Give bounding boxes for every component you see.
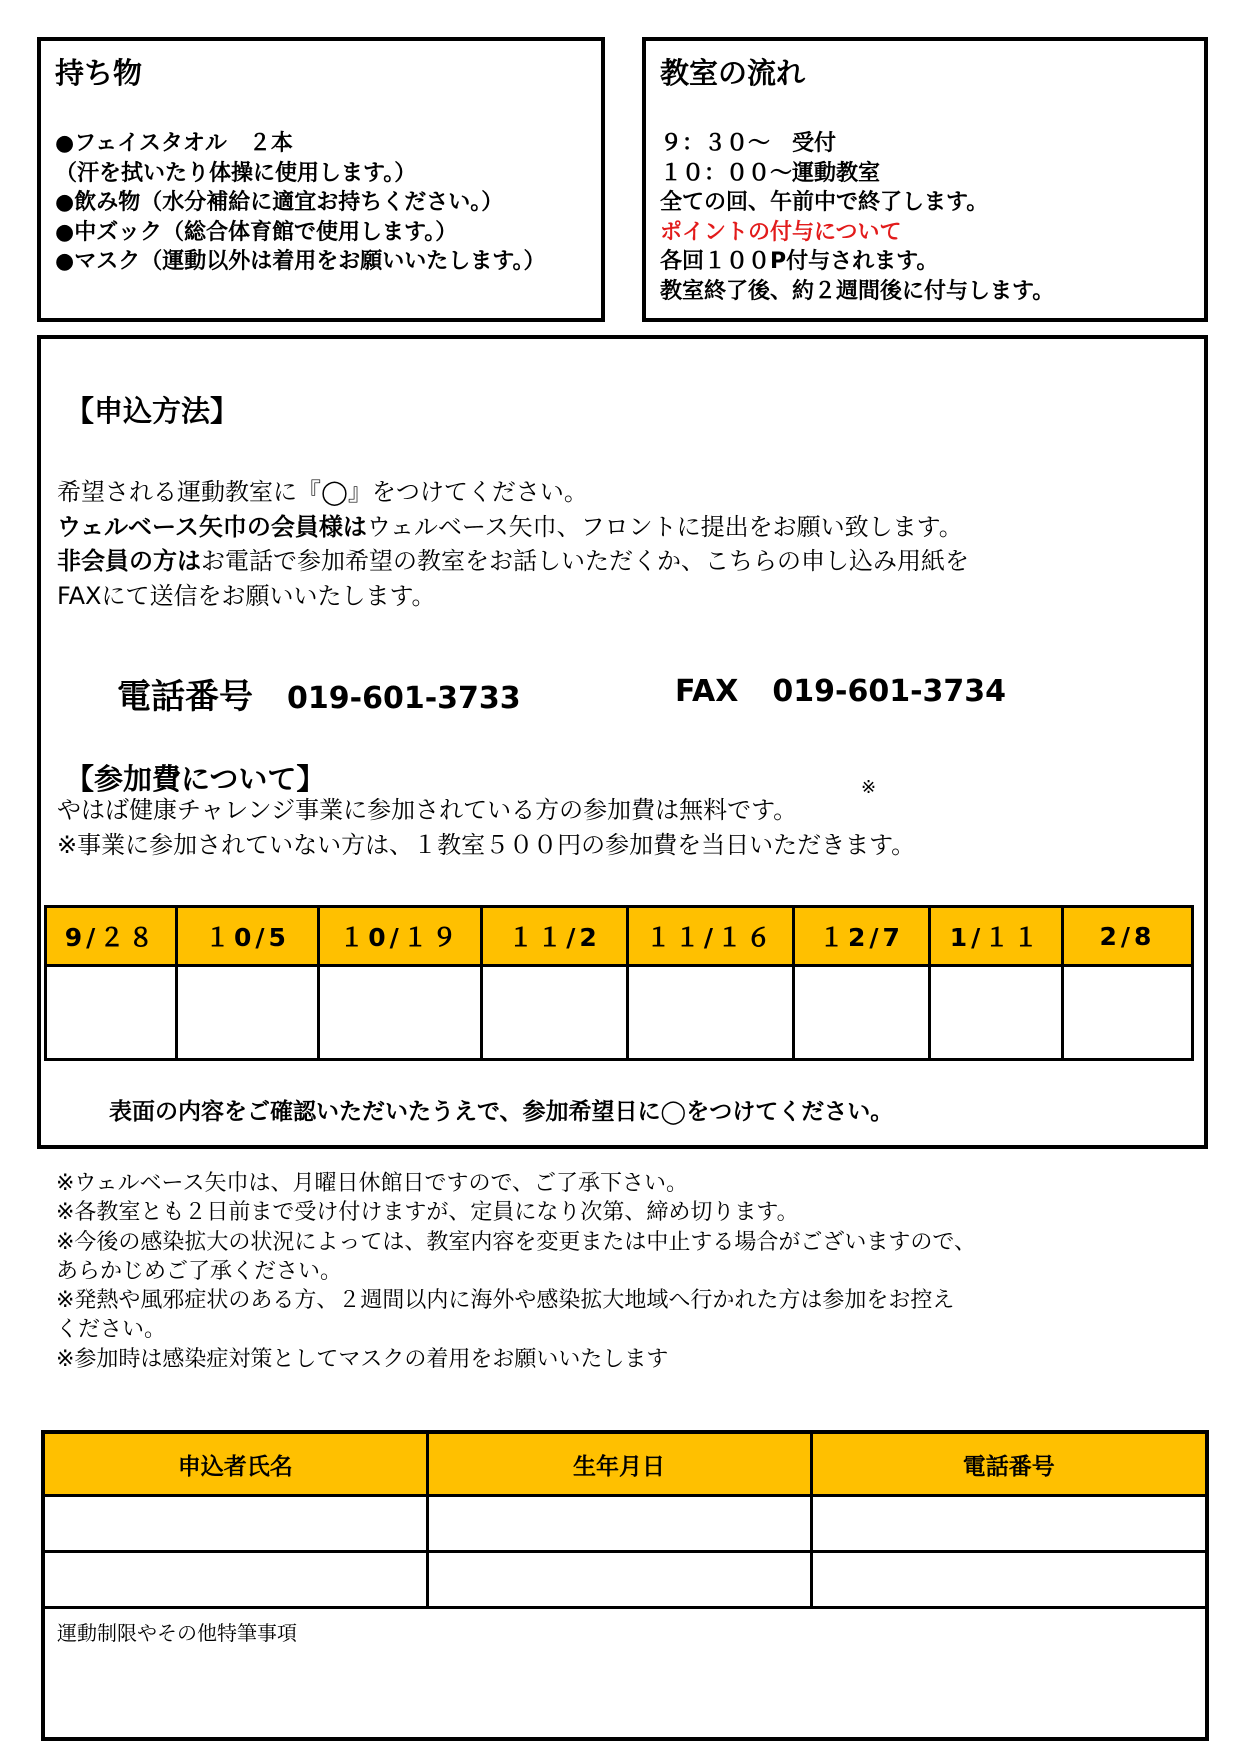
- instruction-line: FAXにて送信をお願いいたします。: [57, 581, 436, 610]
- fee-line: ※事業に参加されていない方は、１教室５００円の参加費を当日いただきます。: [57, 830, 916, 859]
- note-line: ※今後の感染拡大の状況によっては、教室内容を変更または中止する場合がございますので、: [56, 1229, 976, 1255]
- fee-lines: [57, 793, 915, 862]
- nonmember-rest: お電話で参加希望の教室をお話しいただくか、こちらの申し込み用紙を: [201, 547, 969, 575]
- confirm-note: 表面の内容をご確認いただいたうえで、参加希望日に◯をつけてください。: [109, 1099, 894, 1125]
- class-flow-title: 教室の流れ: [660, 56, 806, 90]
- note-line: ※各教室とも２日前まで受け付けますが、定員になり次第、締め切ります。: [56, 1200, 799, 1226]
- fee-mark: ※: [861, 777, 877, 798]
- birth-date-header: 生年月日: [427, 1432, 811, 1496]
- application-form-table: [41, 1430, 1209, 1741]
- remarks-row: [43, 1608, 1207, 1740]
- date-mark-cell[interactable]: [177, 966, 319, 1060]
- birth-date-field[interactable]: [427, 1552, 811, 1608]
- class-flow-box: [642, 37, 1208, 322]
- phone-number-field[interactable]: [811, 1496, 1207, 1552]
- note-line: ※ウェルベース矢巾は、月曜日休館日ですので、ご了承下さい。: [56, 1171, 689, 1196]
- application-instructions: [57, 475, 969, 613]
- date-mark-row: [46, 966, 1193, 1060]
- date-header: １0/5: [177, 907, 319, 966]
- belongings-item: （汗を拭いたり体操に使用します。）: [55, 160, 417, 186]
- date-mark-cell[interactable]: [319, 966, 482, 1060]
- belongings-title: 持ち物: [55, 56, 143, 90]
- remarks-label: 運動制限やその他特筆事項: [57, 1621, 297, 1645]
- date-header: 9/２８: [46, 907, 177, 966]
- applicant-name-field[interactable]: [43, 1496, 427, 1552]
- date-header: 1/１１: [930, 907, 1063, 966]
- form-row: [43, 1496, 1207, 1552]
- phone-number: 019-601-3733: [287, 681, 521, 716]
- phone-number-field[interactable]: [811, 1552, 1207, 1608]
- date-header: 2/8: [1063, 907, 1193, 966]
- belongings-item: ●マスク（運動以外は着用をお願いいたします。）: [55, 249, 546, 274]
- date-mark-cell[interactable]: [628, 966, 794, 1060]
- instruction-line: [57, 544, 969, 579]
- flow-line: １０：００～運動教室: [660, 160, 881, 186]
- flow-line: 教室終了後、約２週間後に付与します。: [660, 278, 1055, 304]
- date-header: １2/7: [794, 907, 930, 966]
- date-header: １１/１６: [628, 907, 794, 966]
- belongings-box: [37, 37, 605, 322]
- flow-line: 各回１００P付与されます。: [660, 249, 939, 274]
- class-flow-list: [660, 129, 1054, 306]
- application-title: 【申込方法】: [65, 394, 240, 428]
- instruction-line: [57, 510, 969, 545]
- phone-label: 電話番号: [117, 677, 253, 717]
- note-line: ください。: [56, 1317, 167, 1343]
- belongings-item: ●中ズック（総合体育館で使用します。）: [55, 219, 458, 245]
- member-bold: ウェルベース矢巾の会員様は: [57, 512, 367, 541]
- applicant-name-header: 申込者氏名: [43, 1432, 427, 1496]
- belongings-item: ●飲み物（水分補給に適宜お持ちください。）: [55, 190, 504, 215]
- fax-contact: [675, 674, 1006, 709]
- application-box: [37, 335, 1208, 1149]
- fee-title: 【参加費について】: [65, 762, 326, 796]
- date-header: １１/2: [482, 907, 628, 966]
- fax-number: 019-601-3734: [772, 674, 1007, 709]
- date-mark-cell[interactable]: [930, 966, 1063, 1060]
- notes-list: [56, 1169, 976, 1374]
- note-line: あらかじめご了承ください。: [56, 1258, 343, 1284]
- applicant-name-field[interactable]: [43, 1552, 427, 1608]
- date-selection-table: [44, 905, 1194, 1061]
- form-row: [43, 1552, 1207, 1608]
- instruction-line: 希望される運動教室に『◯』をつけてください。: [57, 478, 588, 506]
- date-header-row: [46, 907, 1193, 966]
- date-mark-cell[interactable]: [794, 966, 930, 1060]
- flow-line: ９：３０～ 受付: [660, 131, 837, 156]
- flow-line: 全ての回、午前中で終了します。: [660, 190, 989, 215]
- nonmember-bold: 非会員の方は: [57, 547, 201, 575]
- belongings-item: ●フェイスタオル ２本: [55, 131, 293, 156]
- phone-number-header: 電話番号: [811, 1432, 1207, 1496]
- note-line: ※参加時は感染症対策としてマスクの着用をお願いいたします: [56, 1346, 669, 1372]
- birth-date-field[interactable]: [427, 1496, 811, 1552]
- note-line: ※発熱や風邪症状のある方、２週間以内に海外や感染拡大地域へ行かれた方は参加をお控え: [56, 1288, 955, 1314]
- form-header-row: [43, 1432, 1207, 1496]
- date-header: １0/１９: [319, 907, 482, 966]
- fax-label: FAX: [675, 674, 739, 709]
- date-mark-cell[interactable]: [46, 966, 177, 1060]
- belongings-list: [55, 129, 545, 277]
- date-mark-cell[interactable]: [1063, 966, 1193, 1060]
- phone-contact: [117, 669, 521, 718]
- date-mark-cell[interactable]: [482, 966, 628, 1060]
- fee-line: やはば健康チャレンジ事業に参加されている方の参加費は無料です。: [57, 796, 798, 824]
- points-heading: ポイントの付与について: [660, 219, 902, 245]
- remarks-field[interactable]: [43, 1608, 1207, 1740]
- member-rest: ウェルベース矢巾、フロントに提出をお願い致します。: [366, 512, 963, 541]
